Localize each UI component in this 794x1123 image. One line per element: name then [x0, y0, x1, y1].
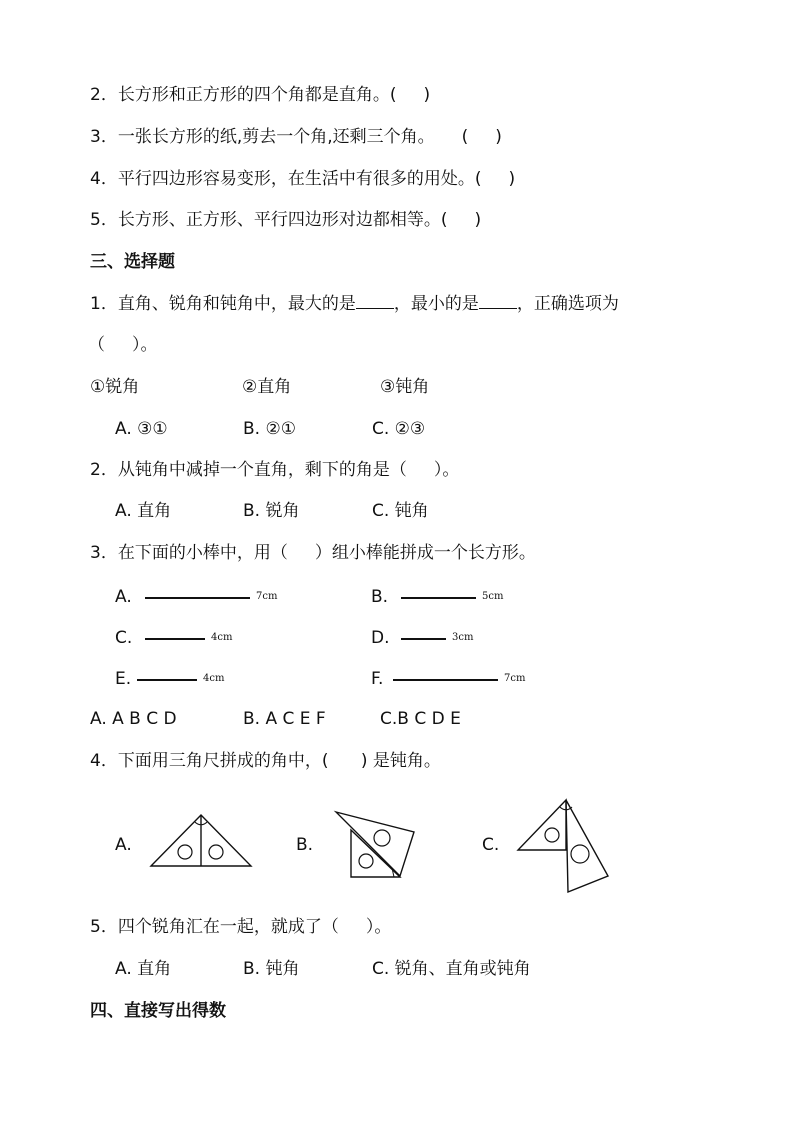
q1-stem-b: ，最小的是 — [393, 294, 479, 314]
q1-option-c[interactable]: C. ②③ — [372, 419, 426, 439]
q4-figure-c[interactable] — [516, 798, 610, 894]
judge-item-4: 4．平行四边形容易变形，在生活中有很多的用处。( ) — [90, 169, 516, 189]
section-title-choice: 三、选择题 — [90, 252, 175, 272]
q2-option-b[interactable]: B. 锐角 — [243, 501, 300, 521]
q1-option-a[interactable]: A. ③① — [115, 419, 168, 439]
q1-stem — [90, 292, 619, 315]
q4-stem: 4．下面用三角尺拼成的角中，( ) 是钝角。 — [90, 751, 441, 771]
q3-option-b[interactable]: B. A C E F — [243, 709, 326, 729]
q1-stem-answer: （ ）。 — [88, 335, 158, 355]
stick-f — [393, 679, 498, 681]
stick-label-e: 4cm — [203, 673, 225, 684]
q4-label-c: C. — [482, 835, 500, 855]
stick-letter-f: F. — [371, 669, 384, 689]
q1-blank-largest — [356, 292, 394, 309]
q5-option-c[interactable]: C. 锐角、直角或钝角 — [372, 959, 531, 979]
stick-label-b: 5cm — [482, 591, 504, 602]
judge-item-3: 3．一张长方形的纸,剪去一个角,还剩三个角。 ( ) — [90, 127, 502, 147]
stick-label-d: 3cm — [452, 632, 474, 643]
stick-letter-d: D. — [371, 628, 390, 648]
q2-stem: 2．从钝角中减掉一个直角，剩下的角是（ ）。 — [90, 460, 460, 480]
stick-letter-e: E. — [115, 669, 132, 689]
q5-option-b[interactable]: B. 钝角 — [243, 959, 300, 979]
q3-stem: 3．在下面的小棒中，用（ ）组小棒能拼成一个长方形。 — [90, 543, 536, 563]
stick-a — [145, 597, 250, 599]
stick-label-a: 7cm — [256, 591, 278, 602]
stick-letter-c: C. — [115, 628, 133, 648]
q1-stem-c: ，正确选项为 — [516, 294, 619, 314]
stick-b — [401, 597, 476, 599]
q4-figure-a[interactable] — [150, 814, 252, 868]
q2-option-c[interactable]: C. 钝角 — [372, 501, 429, 521]
q1-option-b[interactable]: B. ②① — [243, 419, 296, 439]
stick-e — [137, 679, 197, 681]
q1-item-right: ②直角 — [242, 377, 292, 397]
q5-stem: 5．四个锐角汇在一起，就成了（ ）。 — [90, 917, 392, 937]
judge-item-2: 2．长方形和正方形的四个角都是直角。( ) — [90, 85, 431, 105]
stick-d — [401, 638, 446, 640]
q2-option-a[interactable]: A. 直角 — [115, 501, 172, 521]
q1-stem-a: 1．直角、锐角和钝角中，最大的是 — [90, 294, 356, 314]
q4-label-a: A. — [115, 835, 132, 855]
q1-blank-smallest — [479, 292, 517, 309]
section-title-mental-math: 四、直接写出得数 — [90, 1001, 226, 1021]
q5-option-a[interactable]: A. 直角 — [115, 959, 172, 979]
q3-option-a[interactable]: A. A B C D — [90, 709, 177, 729]
q1-item-acute: ①锐角 — [90, 377, 140, 397]
stick-letter-b: B. — [371, 587, 389, 607]
q1-item-obtuse: ③钝角 — [380, 377, 430, 397]
judge-item-5: 5．长方形、正方形、平行四边形对边都相等。( ) — [90, 210, 482, 230]
q4-label-b: B. — [296, 835, 314, 855]
stick-c — [145, 638, 205, 640]
q4-figure-b[interactable] — [334, 810, 416, 880]
stick-label-c: 4cm — [211, 632, 233, 643]
stick-label-f: 7cm — [504, 673, 526, 684]
stick-letter-a: A. — [115, 587, 132, 607]
q3-option-c[interactable]: C.B C D E — [380, 709, 461, 729]
